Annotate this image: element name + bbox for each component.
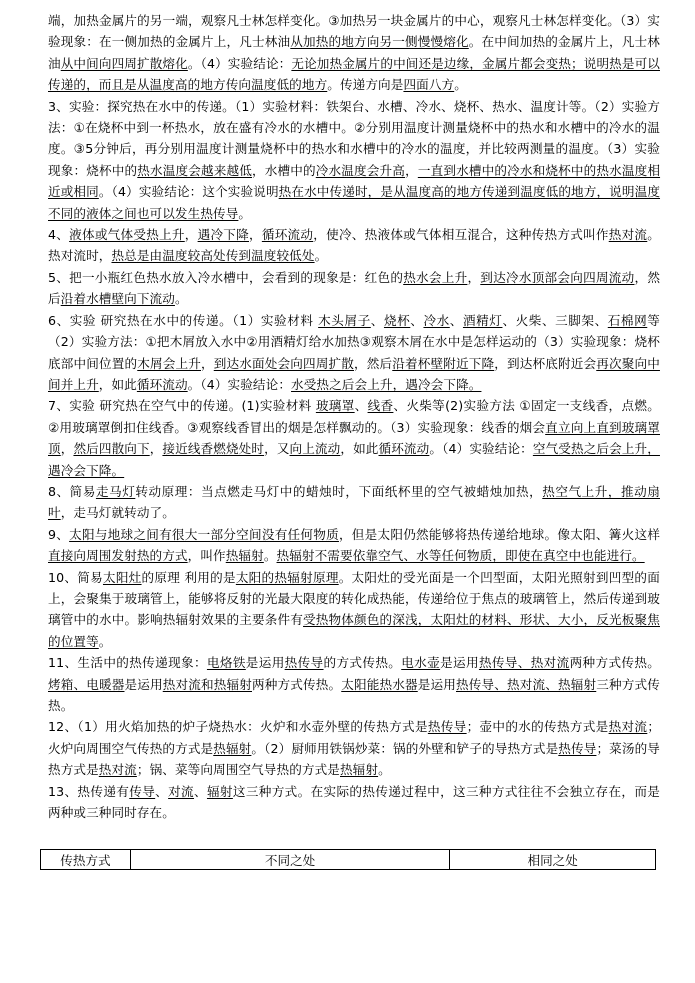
text-segment: ，走马灯就转动了。 [60, 505, 175, 521]
paragraph-9-radiation [48, 524, 660, 567]
paragraph-5-red-hot-water [48, 267, 660, 310]
underlined-answer: 热水会上升 [403, 269, 468, 285]
text-segment: 5、把一小瓶红色热水放入冷水槽中，会看到的现象是：红色的 [48, 269, 404, 285]
text-segment: 、火柴等(2)实验方法 ①固定一支线香，点燃。②用玻璃罩倒扣住线香。③观察线香冒出的烟是怎样飘动的。（3）实验现象：线香的烟会 [48, 398, 660, 435]
text-segment: 这三种方式。在实际的热传递过程中，这三种方式往往不会独立存在，而是两种或三种同时存在。 [48, 783, 660, 821]
document-body [48, 10, 660, 823]
underlined-answer: 冷水温度会升高 [315, 162, 406, 178]
underlined-answer: 热对流 [98, 762, 137, 778]
underlined-answer: 电烙铁 [206, 655, 246, 671]
underlined-answer: 热辐射 [339, 762, 379, 778]
text-segment: ，但是太阳仍然能够将热传递给地球。像太阳、篝火这样 [338, 526, 661, 542]
underlined-answer: 然后四散向下 [73, 441, 150, 457]
underlined-answer: 液体或气体受热上升 [69, 227, 185, 243]
text-segment: 。 [238, 205, 252, 221]
text-segment: 。 [314, 248, 328, 264]
underlined-answer: 热在水中传递时，是从温度高的地方传递到温度低的地方，说明温度不同的液体之间也可以发生热传导 [48, 184, 661, 221]
underlined-answer: 木屑会上升 [137, 355, 201, 371]
text-segment: 。在中间加热的金属片上，凡士林油 [48, 34, 661, 71]
underlined-answer: 水受热之后会上升，遇冷会下降。 [291, 376, 482, 392]
underlined-answer: 受热物体颜色的深浅，太阳灶的材料、形状、大小，反光板聚焦的位置等 [48, 612, 660, 649]
text-segment: 两种方式传热。 [252, 676, 342, 692]
paragraph-6-sawdust-experiment [48, 310, 660, 396]
underlined-answer: 烧杯 [383, 312, 411, 328]
paragraph-12-stove-wok [48, 716, 660, 780]
text-segment: 转动原理：当点燃走马灯中的蜡烛时，下面纸杯里的空气被蜡烛加热， [135, 483, 543, 499]
paragraph-4-convection-definition [48, 224, 660, 267]
underlined-answer: 热传导 [284, 655, 324, 671]
text-segment: 是运用 [124, 676, 163, 692]
text-segment: ；锅、菜等向周围空气导热的方式是 [136, 762, 340, 778]
underlined-answer: 空气受热之后会上升，遇冷会下降。 [48, 441, 660, 478]
text-segment: ，叫作 [187, 548, 226, 564]
text-segment: 。 [98, 633, 112, 649]
underlined-answer: 循环流动 [261, 227, 314, 243]
text-segment: ，水槽中的 [252, 162, 316, 178]
underlined-answer: 到达水面处会向四周扩散 [213, 355, 354, 371]
text-segment: 8、简易 [48, 483, 96, 499]
text-segment: 。（4）实验结论： [429, 441, 533, 457]
text-segment: 10、简易 [48, 569, 103, 585]
text-segment: ， [467, 269, 481, 285]
text-segment: ，如此 [340, 441, 379, 457]
text-segment: ，又 [264, 441, 290, 457]
underlined-answer: 走马灯 [95, 483, 136, 499]
text-segment: ，到达杯底附近会 [494, 355, 597, 371]
text-segment: 。太阳灶的受光面是一个凹型面，太阳光照射到凹型的面上，会聚集于玻璃管上，能够将反射的光最大限度的转化成热能，传递给位于焦点的玻璃管上，然后传递到玻璃管中的水中。影响热辐射效果的主要条件有 [48, 569, 660, 628]
underlined-answer: 热对流 [608, 227, 648, 243]
text-segment: ， [405, 162, 418, 178]
text-segment: 。 [263, 548, 277, 564]
paragraph-7-air-experiment [48, 395, 660, 481]
text-segment: 3、实验：探究热在水中的传递。（1）实验材料：铁架台、水槽、冷水、烧杯、热水、温度计等。（2）实验方法：①在烧杯中到一杯热水，放在盛有冷水的水槽中。②分别用温度计测量烧杯中的热水和水槽中的冷水的温度。③5分钟后，再分别用温度计测量烧杯中的热水和水槽中的冷水的温度，并比较两测量的温度。（3）实验现象：烧杯中的 [48, 98, 660, 178]
underlined-answer: 四面八方 [403, 77, 455, 93]
underlined-answer: 热传导、热对流、热辐射 [456, 676, 597, 692]
underlined-answer: 直接向周围发射热的方式 [48, 548, 188, 564]
table-header-row [41, 850, 656, 870]
text-segment: 。（4）实验结论： [187, 55, 292, 71]
text-segment: ，然后 [354, 355, 393, 371]
text-segment: 是运用 [417, 676, 456, 692]
text-segment: ， [149, 441, 163, 457]
underlined-answer: 热对流 [608, 719, 648, 735]
text-segment: 、火柴、三脚架、 [502, 312, 608, 328]
underlined-answer: 热传导、热对流 [478, 655, 570, 671]
text-segment: ；壶中的水的传热方式是 [466, 719, 609, 735]
text-segment: 。 [174, 291, 188, 307]
text-segment: 。（2）厨师用铁锅炒菜：锅的外壁和铲子的导热方式是 [251, 740, 559, 756]
underlined-answer: 热传导 [558, 740, 597, 756]
underlined-answer: 辐射 [206, 783, 233, 799]
underlined-answer: 再次聚向中间并上升 [48, 355, 660, 392]
underlined-answer: 木头屑子 [318, 312, 371, 328]
underlined-answer: 太阳与地球之间有很大一部分空间没有任何物质 [69, 526, 339, 542]
underlined-answer: 热辐射不需要依靠空气、水等任何物质，即使在真空中也能进行。 [276, 548, 645, 564]
underlined-answer: 线香 [367, 398, 394, 414]
text-segment: ， [60, 441, 74, 457]
text-segment: 、 [194, 783, 207, 799]
text-segment: 12、（1）用火焰加热的炉子烧热水：火炉和水壶外壁的传热方式是 [48, 719, 428, 735]
underlined-answer: 热总是由温度较高处传到温度较低处 [111, 248, 315, 264]
underlined-answer: 酒精灯 [462, 312, 503, 328]
underlined-answer: 沿着杯壁附近下降 [392, 355, 495, 371]
header-transfer-method: 传热方式 [41, 850, 131, 870]
underlined-answer: 向上流动 [289, 441, 341, 457]
underlined-answer: 热辐射 [213, 740, 252, 756]
paragraph-3-water-heat-experiment [48, 96, 660, 224]
text-segment: 、 [155, 783, 169, 799]
underlined-answer: 对流 [168, 783, 195, 799]
text-segment: 、 [370, 312, 384, 328]
text-segment: 、 [354, 398, 368, 414]
underlined-answer: 石棉网 [607, 312, 648, 328]
underlined-answer: 冷水 [423, 312, 450, 328]
text-segment: 三种方式传热。 [48, 676, 660, 713]
text-segment: 、 [449, 312, 463, 328]
comparison-table [40, 849, 656, 870]
text-segment: 。（4）实验结论：这个实验说明 [98, 184, 279, 200]
text-segment: 13、热传递有 [48, 783, 130, 799]
text-segment: 4、 [48, 227, 70, 243]
underlined-answer: 从中间向四周扩散熔化 [60, 55, 188, 71]
underlined-answer: 热辐射 [225, 548, 264, 564]
underlined-answer: 热水温度会越来越低 [137, 162, 253, 178]
text-segment: 。 [454, 77, 467, 93]
underlined-answer: 热空气上升，推动扇叶 [48, 483, 660, 521]
text-segment: 是运用 [245, 655, 285, 671]
text-segment: ， [201, 355, 214, 371]
text-segment: 两种方式传热。 [569, 655, 660, 671]
text-segment: 的方式传热。 [323, 655, 402, 671]
text-segment: ， [184, 227, 198, 243]
text-segment: ，然后 [48, 269, 661, 307]
underlined-answer: 从加热的地方向另一侧慢慢熔化 [290, 34, 469, 50]
text-segment: ；火炉向周围空气传热的方式是 [48, 719, 661, 756]
underlined-answer: 沿着水槽壁向下流动 [60, 291, 175, 307]
text-segment: 的原理 利用的是 [141, 569, 236, 585]
text-segment: 等（2）实验方法：①把木屑放入水中②用酒精灯给水加热③观察木屑在水中是怎样运动的（3）实验现象：烧杯底部中间位置的 [48, 312, 660, 371]
text-segment: ，如此 [98, 376, 137, 392]
underlined-answer: 循环流动 [136, 376, 188, 392]
text-segment: 是运用 [440, 655, 479, 671]
underlined-answer: 烤箱、电暖器 [48, 676, 125, 692]
paragraph-13-three-methods [48, 781, 660, 824]
header-similarities: 相同之处 [450, 850, 656, 870]
underlined-answer: 热传导 [427, 719, 467, 735]
underlined-answer: 循环流动 [378, 441, 430, 457]
underlined-answer: 热对流和热辐射 [162, 676, 252, 692]
text-segment: 。（4）实验结论： [187, 376, 292, 392]
underlined-answer: 玻璃罩 [315, 398, 355, 414]
text-segment: ，使冷、热液体或气体相互混合，这种传热方式叫作 [313, 227, 609, 243]
paragraph-8-lantern [48, 481, 660, 524]
underlined-answer: 太阳能热水器 [341, 676, 418, 692]
text-segment: 端，加热金属片的另一端，观察凡士林怎样变化。③加热另一块金属片的中心，观察凡士林怎样变化。（3）实验现象：在一侧加热的金属片上，凡士林油 [48, 13, 660, 50]
paragraph-10-solar-cooker [48, 567, 660, 653]
header-differences: 不同之处 [130, 850, 449, 870]
underlined-answer: 接近线香燃烧处时 [162, 441, 265, 457]
underlined-answer: 一直到水槽中的冷水和烧杯中的热水温度相近或相同 [48, 162, 661, 200]
underlined-answer: 太阳的热辐射原理 [235, 569, 339, 585]
paragraph-continuation [48, 10, 660, 96]
text-segment: 。传递方向是 [327, 77, 404, 93]
underlined-answer: 太阳灶 [102, 569, 142, 585]
text-segment: 11、生活中的热传递现象： [48, 655, 207, 671]
text-segment: 6、实验 研究热在水中的传递。（1）实验材料 [48, 312, 319, 328]
text-segment: 。 [378, 762, 391, 778]
text-segment: ；菜汤的导热方式是 [48, 740, 660, 778]
text-segment: ， [249, 227, 262, 243]
text-segment: 。热对流时， [48, 227, 660, 264]
underlined-answer: 直立向上直到玻璃罩顶 [48, 419, 660, 457]
text-segment: 7、实验 研究热在空气中的传递。(1)实验材料 [48, 398, 316, 414]
underlined-answer: 传导 [129, 783, 156, 799]
text-segment: 、 [410, 312, 424, 328]
underlined-answer: 电水壶 [401, 655, 441, 671]
text-segment: 9、 [48, 526, 70, 542]
underlined-answer: 到达冷水顶部会向四周流动 [480, 269, 635, 285]
underlined-answer: 遇冷下降 [197, 227, 249, 243]
underlined-answer: 无论加热金属片的中间还是边缘，金属片都会变热；说明热是可以传递的，而且是从温度高的地方传向温度低的地方 [48, 55, 660, 93]
paragraph-11-daily-examples [48, 652, 660, 716]
